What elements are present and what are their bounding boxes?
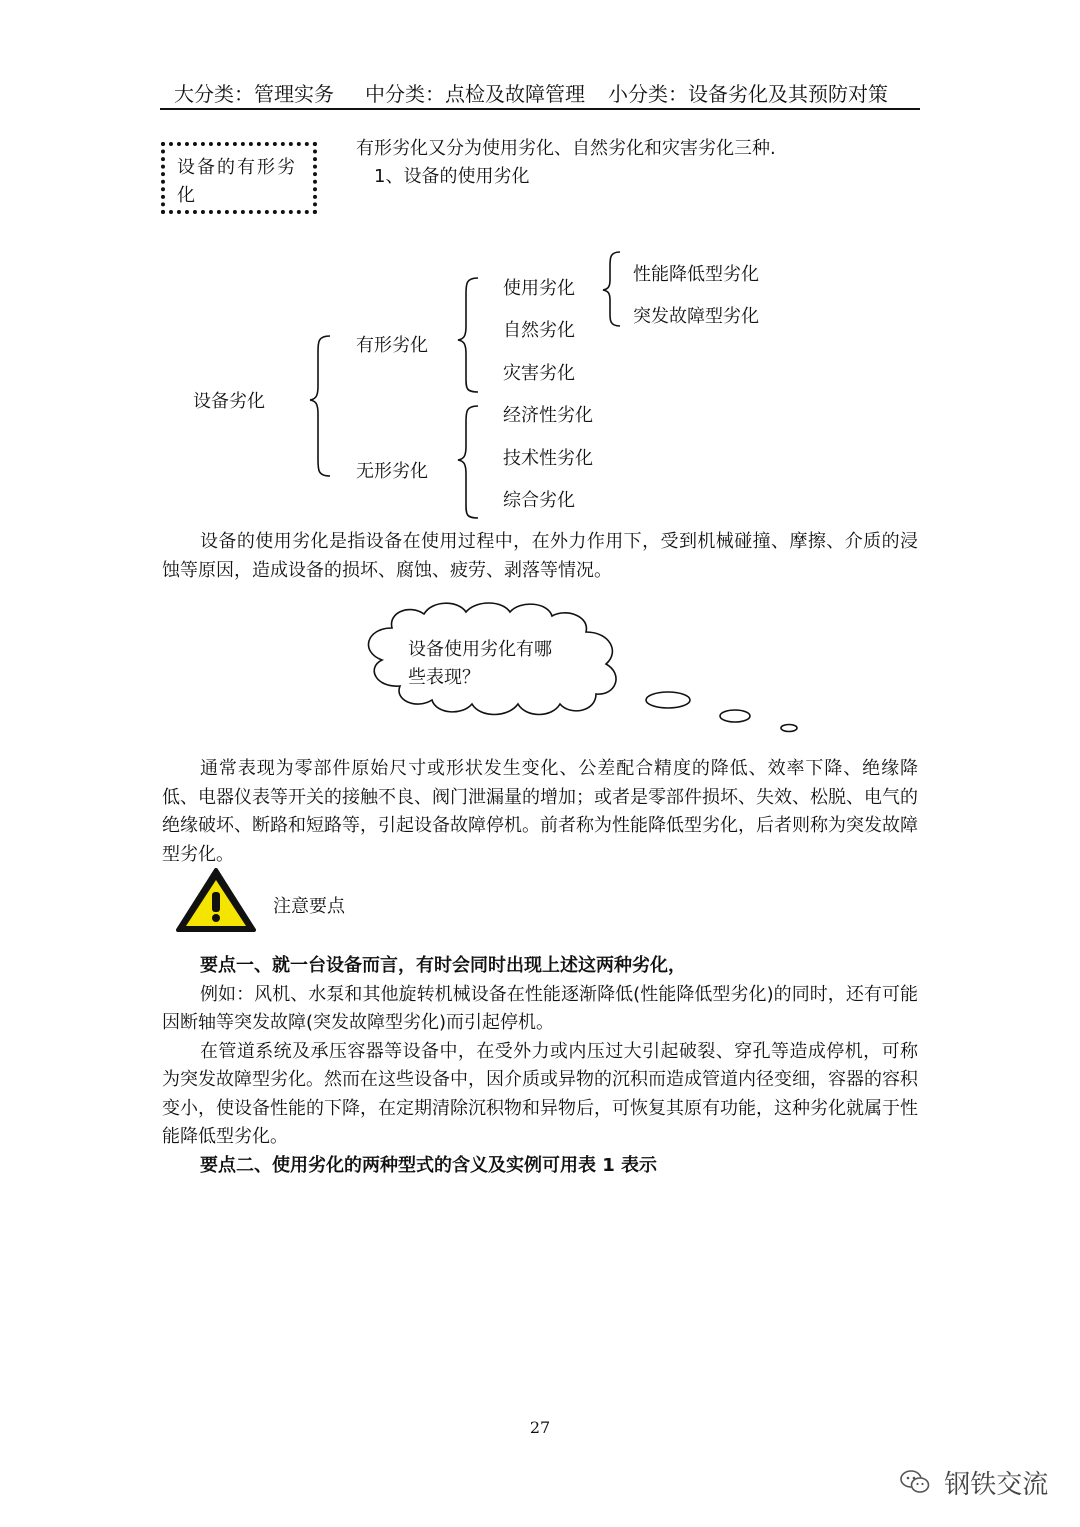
section-side-box: 设备的有形劣化 <box>161 142 317 214</box>
tree-root-label: 设备劣化 <box>193 391 265 412</box>
thought-bubble-line2: 些表现？ <box>408 667 480 688</box>
tree-node-use: 使用劣化 <box>503 278 575 299</box>
notice-label: 注意要点 <box>273 896 345 917</box>
tree-node-natural: 自然劣化 <box>503 320 575 341</box>
tree-node-economic: 经济性劣化 <box>503 405 593 426</box>
tree-node-technical: 技术性劣化 <box>503 448 593 469</box>
tree-node-sudden-failure: 突发故障型劣化 <box>633 306 759 327</box>
key-point-2-title: 要点二、使用劣化的两种型式的含义及实例可用表 1 表示 <box>200 1154 658 1176</box>
section-heading: 1、设备的使用劣化 <box>374 166 530 187</box>
header-minor-category: 小分类：设备劣化及其预防对策 <box>608 82 888 106</box>
thought-bubble-line1: 设备使用劣化有哪 <box>408 639 552 660</box>
tree-intangible-label: 无形劣化 <box>356 461 428 482</box>
wechat-icon <box>900 1469 930 1502</box>
key-point-1-title: 要点一、就一台设备而言，有时会同时出现上述这两种劣化， <box>200 955 686 976</box>
tree-node-comprehensive: 综合劣化 <box>503 490 575 511</box>
page-number: 27 <box>529 1418 551 1437</box>
tree-node-disaster: 灾害劣化 <box>503 363 575 384</box>
key-points-section <box>162 952 918 1180</box>
header-major-category: 大分类：管理实务 <box>174 82 334 106</box>
manifestation-text: 通常表现为零部件原始尺寸或形状发生变化、公差配合精度的降低、效率下降、绝缘降低、电器仪表等开关的接触不良、阀门泄漏量的增加；或者是零部件损坏、失效、松脱、电气的绝缘破坏、断路和短路等，引起设备故障停机。前者称为性能降低型劣化，后者则称为突发故障型劣化。 <box>162 758 918 865</box>
warning-icon <box>178 870 254 930</box>
header-middle-category: 中分类：点检及故障管理 <box>365 82 585 106</box>
tree-node-performance: 性能降低型劣化 <box>633 264 759 285</box>
key-point-1-example: 例如：风机、水泵和其他旋转机械设备在性能逐渐降低(性能降低型劣化)的同时，还有可能因断轴等突发故障(突发故障型劣化)而引起停机。 <box>162 983 918 1033</box>
tree-tangible-label: 有形劣化 <box>356 335 428 356</box>
key-point-1-pipeline: 在管道系统及承压容器等设备中，在受外力或内压过大引起破裂、穿孔等造成停机，可称为突发故障型劣化。然而在这些设备中，因介质或异物的沉积而造成管道内径变细，容器的容积变小，使设备性能的下降，在定期清除沉积物和异物后，可恢复其原有功能，这种劣化就属于性能降低型劣化。 <box>162 1040 918 1147</box>
intro-line: 有形劣化又分为使用劣化、自然劣化和灾害劣化三种. <box>356 138 776 159</box>
watermark-text: 钢铁交流 <box>944 1470 1049 1500</box>
watermark <box>900 1464 1048 1502</box>
definition-text: 设备的使用劣化是指设备在使用过程中，在外力作用下，受到机械碰撞、摩擦、介质的浸蚀等原因，造成设备的损坏、腐蚀、疲劳、剥落等情况。 <box>162 531 918 581</box>
